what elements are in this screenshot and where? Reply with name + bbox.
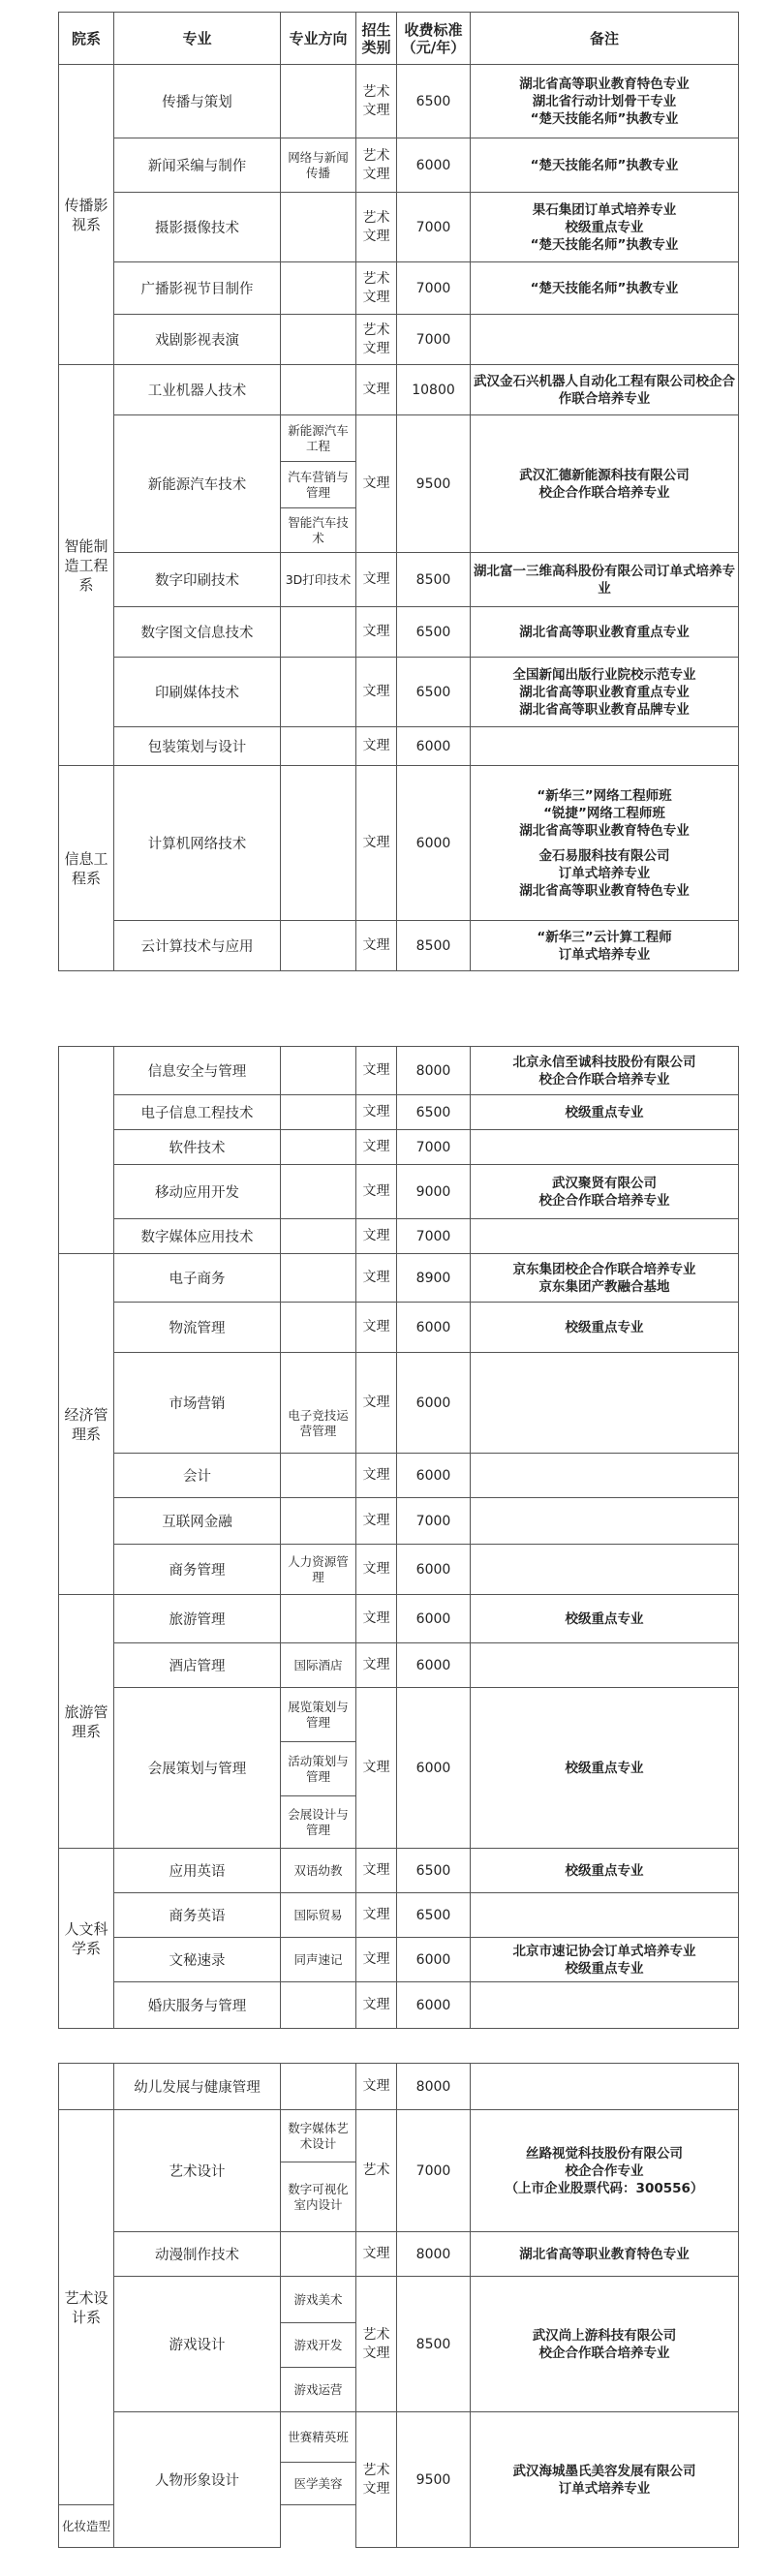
note-line: 校级重点专业 (565, 219, 644, 235)
direction-cell: 会展设计与管理 (281, 1796, 356, 1849)
direction-cell (281, 658, 356, 727)
note-cell (471, 262, 739, 315)
major-cell: 商务英语 (114, 1893, 281, 1938)
table-row (59, 65, 739, 138)
note-cell (471, 607, 739, 658)
note-cell (471, 1047, 739, 1095)
table-row (59, 262, 739, 315)
direction-cell (281, 1130, 356, 1165)
fee-cell: 8500 (397, 2277, 471, 2412)
table-row (59, 1982, 739, 2029)
category-cell: 文理 (356, 1595, 397, 1643)
note-line: “楚天技能名师”执教专业 (530, 157, 679, 173)
direction-cell: 展览策划与管理 (281, 1688, 356, 1742)
table-row (59, 315, 739, 365)
fee-cell: 7000 (397, 2110, 471, 2232)
note-line: 湖北省行动计划骨干专业 (532, 93, 677, 109)
major-cell: 电子商务 (114, 1254, 281, 1303)
major-cell: 印刷媒体技术 (114, 658, 281, 727)
note-cell (471, 2064, 739, 2110)
table-row (59, 1303, 739, 1353)
fee-cell: 6500 (397, 658, 471, 727)
fee-cell: 6000 (397, 1545, 471, 1595)
fee-cell: 7000 (397, 1498, 471, 1545)
note-cell (471, 1849, 739, 1893)
note-cell (471, 2232, 739, 2277)
major-cell: 电子信息工程技术 (114, 1095, 281, 1130)
fee-cell: 6500 (397, 607, 471, 658)
fee-cell: 6500 (397, 1095, 471, 1130)
header-direction: 专业方向 (281, 13, 356, 65)
note-cell (471, 65, 739, 138)
major-cell: 数字图文信息技术 (114, 607, 281, 658)
category-cell: 文理 (356, 553, 397, 607)
note-line: 订单式培养专业 (558, 865, 651, 881)
table-row (59, 921, 739, 971)
category-cell: 艺术文理 (356, 262, 397, 315)
direction-cell (281, 1219, 356, 1254)
fee-cell: 9500 (397, 415, 471, 553)
direction-cell (281, 1303, 356, 1353)
note-gap (474, 840, 735, 847)
fee-cell: 8500 (397, 921, 471, 971)
note-line: 校企合作联合培养专业 (538, 1071, 670, 1088)
header-category: 招生类别 (356, 13, 397, 65)
note-cell (471, 138, 739, 193)
table-row (59, 1688, 739, 1742)
fee-cell: 7000 (397, 1130, 471, 1165)
direction-cell (281, 766, 356, 921)
major-cell: 软件技术 (114, 1130, 281, 1165)
direction-cell (281, 1498, 356, 1545)
major-cell: 包装策划与设计 (114, 727, 281, 766)
category-cell: 艺术文理 (356, 315, 397, 365)
note-line: 武汉海城墨氏美容发展有限公司 (512, 2463, 696, 2479)
major-cell: 移动应用开发 (114, 1165, 281, 1219)
note-line: “楚天技能名师”执教专业 (530, 110, 679, 127)
direction-cell: 世赛精英班 (281, 2412, 356, 2463)
category-cell: 文理 (356, 1219, 397, 1254)
note-line: 湖北省高等职业教育特色专业 (519, 822, 690, 839)
major-cell: 文秘速录 (114, 1938, 281, 1982)
note-line: 武汉聚贤有限公司 (552, 1175, 657, 1191)
note-line: 湖北省高等职业教育特色专业 (519, 882, 690, 899)
major-cell: 广播影视节目制作 (114, 262, 281, 315)
fee-cell: 8500 (397, 553, 471, 607)
category-cell: 文理 (356, 1688, 397, 1849)
note-cell (471, 1254, 739, 1303)
dept-cell (59, 1047, 114, 1254)
direction-cell (281, 1595, 356, 1643)
note-line: （上市企业股票代码：300556） (505, 2180, 704, 2196)
note-cell (471, 1498, 739, 1545)
fee-cell: 6000 (397, 1353, 471, 1454)
note-cell (471, 2412, 739, 2548)
direction-cell: 新能源汽车工程 (281, 415, 356, 462)
note-cell (471, 1545, 739, 1595)
fee-table-2 (58, 1046, 739, 2029)
table-row (59, 2064, 739, 2110)
category-cell: 艺术文理 (356, 65, 397, 138)
table-row (59, 1254, 739, 1303)
fee-cell: 8000 (397, 2232, 471, 2277)
major-cell: 互联网金融 (114, 1498, 281, 1545)
note-cell (471, 1643, 739, 1688)
category-cell: 文理 (356, 365, 397, 415)
note-line: “新华三”网络工程师班 (537, 787, 672, 804)
major-cell: 旅游管理 (114, 1595, 281, 1643)
note-cell (471, 1095, 739, 1130)
category-cell: 文理 (356, 1849, 397, 1893)
note-line: 湖北省高等职业教育特色专业 (519, 2246, 690, 2262)
fee-cell: 9000 (397, 1165, 471, 1219)
header-dept: 院系 (59, 13, 114, 65)
major-cell: 戏剧影视表演 (114, 315, 281, 365)
dept-cell: 艺术设计系 (59, 2110, 114, 2505)
header-fee: 收费标准（元/年） (397, 13, 471, 65)
note-line: 校级重点专业 (565, 1610, 644, 1627)
major-cell: 计算机网络技术 (114, 766, 281, 921)
note-cell (471, 1219, 739, 1254)
fee-cell: 8900 (397, 1254, 471, 1303)
table-row (59, 138, 739, 193)
note-line: 校企合作专业 (565, 2162, 644, 2179)
header-note: 备注 (471, 13, 739, 65)
table-row (59, 1165, 739, 1219)
category-cell: 艺术文理 (356, 138, 397, 193)
category-cell: 文理 (356, 1938, 397, 1982)
fee-table-1 (58, 12, 739, 971)
direction-cell (281, 1982, 356, 2029)
direction-cell: 智能汽车技术 (281, 508, 356, 553)
direction-cell (281, 1095, 356, 1130)
major-cell: 新能源汽车技术 (114, 415, 281, 553)
header-major: 专业 (114, 13, 281, 65)
dept-cell: 信息工程系 (59, 766, 114, 971)
major-cell: 应用英语 (114, 1849, 281, 1893)
note-line: “新华三”云计算工程师 (537, 929, 672, 945)
table-row (59, 1095, 739, 1130)
category-cell: 文理 (356, 415, 397, 553)
table-row (59, 2277, 739, 2323)
note-line: 湖北富一三维高科股份有限公司订单式培养专业 (474, 563, 735, 597)
direction-cell (281, 607, 356, 658)
table-row (59, 2412, 739, 2463)
direction-cell: 游戏运营 (281, 2368, 356, 2412)
fee-table-3 (58, 2063, 739, 2548)
fee-cell: 6000 (397, 1595, 471, 1643)
fee-cell: 10800 (397, 365, 471, 415)
dept-cell: 人文科学系 (59, 1849, 114, 2029)
table-row (59, 2110, 739, 2162)
major-cell: 动漫制作技术 (114, 2232, 281, 2277)
major-cell: 市场营销 (114, 1353, 281, 1454)
direction-cell (281, 1254, 356, 1303)
note-line: 湖北省高等职业教育特色专业 (519, 76, 690, 92)
fee-cell: 6500 (397, 65, 471, 138)
note-line: 武汉金石兴机器人自动化工程有限公司校企合作联合培养专业 (474, 373, 735, 407)
table-row (59, 727, 739, 766)
category-cell: 文理 (356, 658, 397, 727)
dept-cell: 智能制造工程系 (59, 365, 114, 766)
note-line: “楚天技能名师”执教专业 (530, 280, 679, 296)
note-cell (471, 365, 739, 415)
direction-cell (281, 315, 356, 365)
note-line: 校级重点专业 (565, 1760, 644, 1776)
fee-cell: 7000 (397, 262, 471, 315)
note-line: 校企合作联合培养专业 (538, 2345, 670, 2361)
category-cell: 文理 (356, 766, 397, 921)
category-cell: 文理 (356, 1254, 397, 1303)
note-cell (471, 1454, 739, 1498)
table-row (59, 1219, 739, 1254)
fee-cell: 6000 (397, 1688, 471, 1849)
fee-cell: 8000 (397, 1047, 471, 1095)
note-line: 京东集团产教融合基地 (538, 1278, 670, 1295)
direction-cell (281, 1454, 356, 1498)
direction-cell: 国际贸易 (281, 1893, 356, 1938)
category-cell: 文理 (356, 2064, 397, 2110)
direction-cell (281, 65, 356, 138)
fee-cell: 7000 (397, 193, 471, 262)
fee-cell: 9500 (397, 2412, 471, 2548)
dept-cell: 旅游管理系 (59, 1595, 114, 1849)
major-cell: 艺术设计 (114, 2110, 281, 2232)
category-cell: 艺术 (356, 2110, 397, 2232)
fee-cell: 6000 (397, 1303, 471, 1353)
note-line: 金石易服科技有限公司 (538, 847, 670, 864)
table-row (59, 365, 739, 415)
note-cell (471, 766, 739, 921)
table-row (59, 1938, 739, 1982)
table-row (59, 1047, 739, 1095)
category-cell: 文理 (356, 727, 397, 766)
category-cell: 文理 (356, 1303, 397, 1353)
major-cell: 数字印刷技术 (114, 553, 281, 607)
major-cell: 工业机器人技术 (114, 365, 281, 415)
category-cell: 文理 (356, 607, 397, 658)
note-line: 订单式培养专业 (558, 2480, 651, 2497)
dept-cell: 经济管理系 (59, 1254, 114, 1595)
note-cell (471, 415, 739, 553)
category-cell: 文理 (356, 1353, 397, 1454)
table-row (59, 607, 739, 658)
table-row (59, 193, 739, 262)
category-cell: 艺术文理 (356, 2412, 397, 2548)
direction-cell: 医学美容 (281, 2463, 356, 2505)
dept-cell (59, 2064, 114, 2110)
fee-cell: 6000 (397, 138, 471, 193)
direction-cell: 网络与新闻传播 (281, 138, 356, 193)
direction-cell: 活动策划与管理 (281, 1742, 356, 1796)
major-cell: 传播与策划 (114, 65, 281, 138)
major-cell: 商务管理 (114, 1545, 281, 1595)
direction-cell: 汽车营销与管理 (281, 462, 356, 508)
note-cell (471, 1165, 739, 1219)
note-line: 校企合作联合培养专业 (538, 484, 670, 501)
major-cell: 云计算技术与应用 (114, 921, 281, 971)
direction-cell (281, 921, 356, 971)
note-line: 果石集团订单式培养专业 (532, 201, 677, 218)
note-cell (471, 658, 739, 727)
table-row (59, 1353, 739, 1454)
note-cell (471, 727, 739, 766)
category-cell: 文理 (356, 1545, 397, 1595)
note-line: 湖北省高等职业教育重点专业 (519, 624, 690, 640)
fee-cell: 7000 (397, 315, 471, 365)
note-cell (471, 1893, 739, 1938)
direction-cell (281, 262, 356, 315)
direction-cell (281, 365, 356, 415)
category-cell: 文理 (356, 1643, 397, 1688)
note-cell (471, 315, 739, 365)
fee-cell: 6500 (397, 1849, 471, 1893)
table-row (59, 1643, 739, 1688)
note-cell (471, 2277, 739, 2412)
table-row (59, 415, 739, 462)
table-row (59, 1893, 739, 1938)
note-line: 武汉汇德新能源科技有限公司 (519, 467, 690, 483)
fee-cell: 6000 (397, 1643, 471, 1688)
note-line: 北京永信至诚科技股份有限公司 (512, 1054, 696, 1070)
category-cell: 文理 (356, 2232, 397, 2277)
note-line: 北京市速记协会订单式培养专业 (512, 1943, 696, 1959)
category-cell: 艺术文理 (356, 193, 397, 262)
fee-cell: 6000 (397, 727, 471, 766)
note-cell (471, 1595, 739, 1643)
direction-cell (281, 727, 356, 766)
note-line: 校级重点专业 (565, 1960, 644, 1977)
table-header-row (59, 13, 739, 65)
note-cell (471, 2110, 739, 2232)
note-cell (471, 553, 739, 607)
note-line: 丝路视觉科技股份有限公司 (526, 2145, 683, 2162)
note-line: 全国新闻出版行业院校示范专业 (512, 666, 696, 683)
major-cell: 摄影摄像技术 (114, 193, 281, 262)
fee-cell: 6000 (397, 1938, 471, 1982)
note-line: 校级重点专业 (565, 1319, 644, 1335)
major-cell: 游戏设计 (114, 2277, 281, 2412)
note-cell (471, 1688, 739, 1849)
category-cell: 文理 (356, 1454, 397, 1498)
note-line: 京东集团校企合作联合培养专业 (512, 1261, 696, 1277)
note-cell (471, 1303, 739, 1353)
major-cell: 幼儿发展与健康管理 (114, 2064, 281, 2110)
note-cell (471, 1130, 739, 1165)
direction-cell (281, 2232, 356, 2277)
major-cell: 会展策划与管理 (114, 1688, 281, 1849)
note-line: 武汉尚上游科技有限公司 (532, 2327, 677, 2344)
fee-cell: 7000 (397, 1219, 471, 1254)
table-row (59, 658, 739, 727)
category-cell: 文理 (356, 1893, 397, 1938)
category-cell: 文理 (356, 1498, 397, 1545)
direction-cell: 数字可视化室内设计 (281, 2162, 356, 2232)
category-cell: 文理 (356, 1095, 397, 1130)
note-line: 湖北省高等职业教育重点专业 (519, 684, 690, 700)
direction-cell: 化妆造型 (59, 2505, 114, 2548)
category-cell: 文理 (356, 1130, 397, 1165)
note-line: 湖北省高等职业教育品牌专业 (519, 701, 690, 718)
fee-cell: 6000 (397, 1982, 471, 2029)
direction-cell: 3D打印技术 (281, 553, 356, 607)
table-row (59, 1454, 739, 1498)
direction-cell: 数字媒体艺术设计 (281, 2110, 356, 2162)
table-row (59, 766, 739, 921)
major-cell: 新闻采编与制作 (114, 138, 281, 193)
note-line: 校企合作联合培养专业 (538, 1192, 670, 1209)
direction-cell: 电子竞技运营管理 (281, 1353, 356, 1454)
major-cell: 数字媒体应用技术 (114, 1219, 281, 1254)
note-line: “楚天技能名师”执教专业 (530, 236, 679, 253)
note-cell (471, 921, 739, 971)
note-cell (471, 193, 739, 262)
major-cell: 人物形象设计 (114, 2412, 281, 2548)
note-cell (471, 1982, 739, 2029)
direction-cell: 游戏开发 (281, 2323, 356, 2368)
note-cell (471, 1938, 739, 1982)
category-cell: 文理 (356, 921, 397, 971)
dept-cell: 传播影视系 (59, 65, 114, 365)
note-line: “锐捷”网络工程师班 (543, 805, 665, 821)
table-row (59, 553, 739, 607)
table-row (59, 1849, 739, 1893)
table-row (59, 2232, 739, 2277)
category-cell: 艺术文理 (356, 2277, 397, 2412)
direction-cell: 人力资源管理 (281, 1545, 356, 1595)
table-row (59, 1130, 739, 1165)
direction-cell: 同声速记 (281, 1938, 356, 1982)
table-row (59, 1545, 739, 1595)
direction-cell: 双语幼教 (281, 1849, 356, 1893)
category-cell: 文理 (356, 1165, 397, 1219)
note-line: 订单式培养专业 (558, 946, 651, 963)
major-cell: 物流管理 (114, 1303, 281, 1353)
fee-cell: 6000 (397, 766, 471, 921)
note-line: 校级重点专业 (565, 1862, 644, 1879)
fee-cell: 8000 (397, 2064, 471, 2110)
direction-cell: 国际酒店 (281, 1643, 356, 1688)
direction-cell (281, 1047, 356, 1095)
direction-cell: 游戏美术 (281, 2277, 356, 2323)
note-line: 校级重点专业 (565, 1104, 644, 1120)
category-cell: 文理 (356, 1047, 397, 1095)
note-cell (471, 1353, 739, 1454)
direction-cell (281, 1165, 356, 1219)
major-cell: 酒店管理 (114, 1643, 281, 1688)
direction-cell (281, 2064, 356, 2110)
fee-cell: 6500 (397, 1893, 471, 1938)
category-cell: 文理 (356, 1982, 397, 2029)
major-cell: 婚庆服务与管理 (114, 1982, 281, 2029)
major-cell: 会计 (114, 1454, 281, 1498)
direction-cell (281, 193, 356, 262)
fee-cell: 6000 (397, 1454, 471, 1498)
major-cell: 信息安全与管理 (114, 1047, 281, 1095)
table-row (59, 1595, 739, 1643)
table-row (59, 1498, 739, 1545)
